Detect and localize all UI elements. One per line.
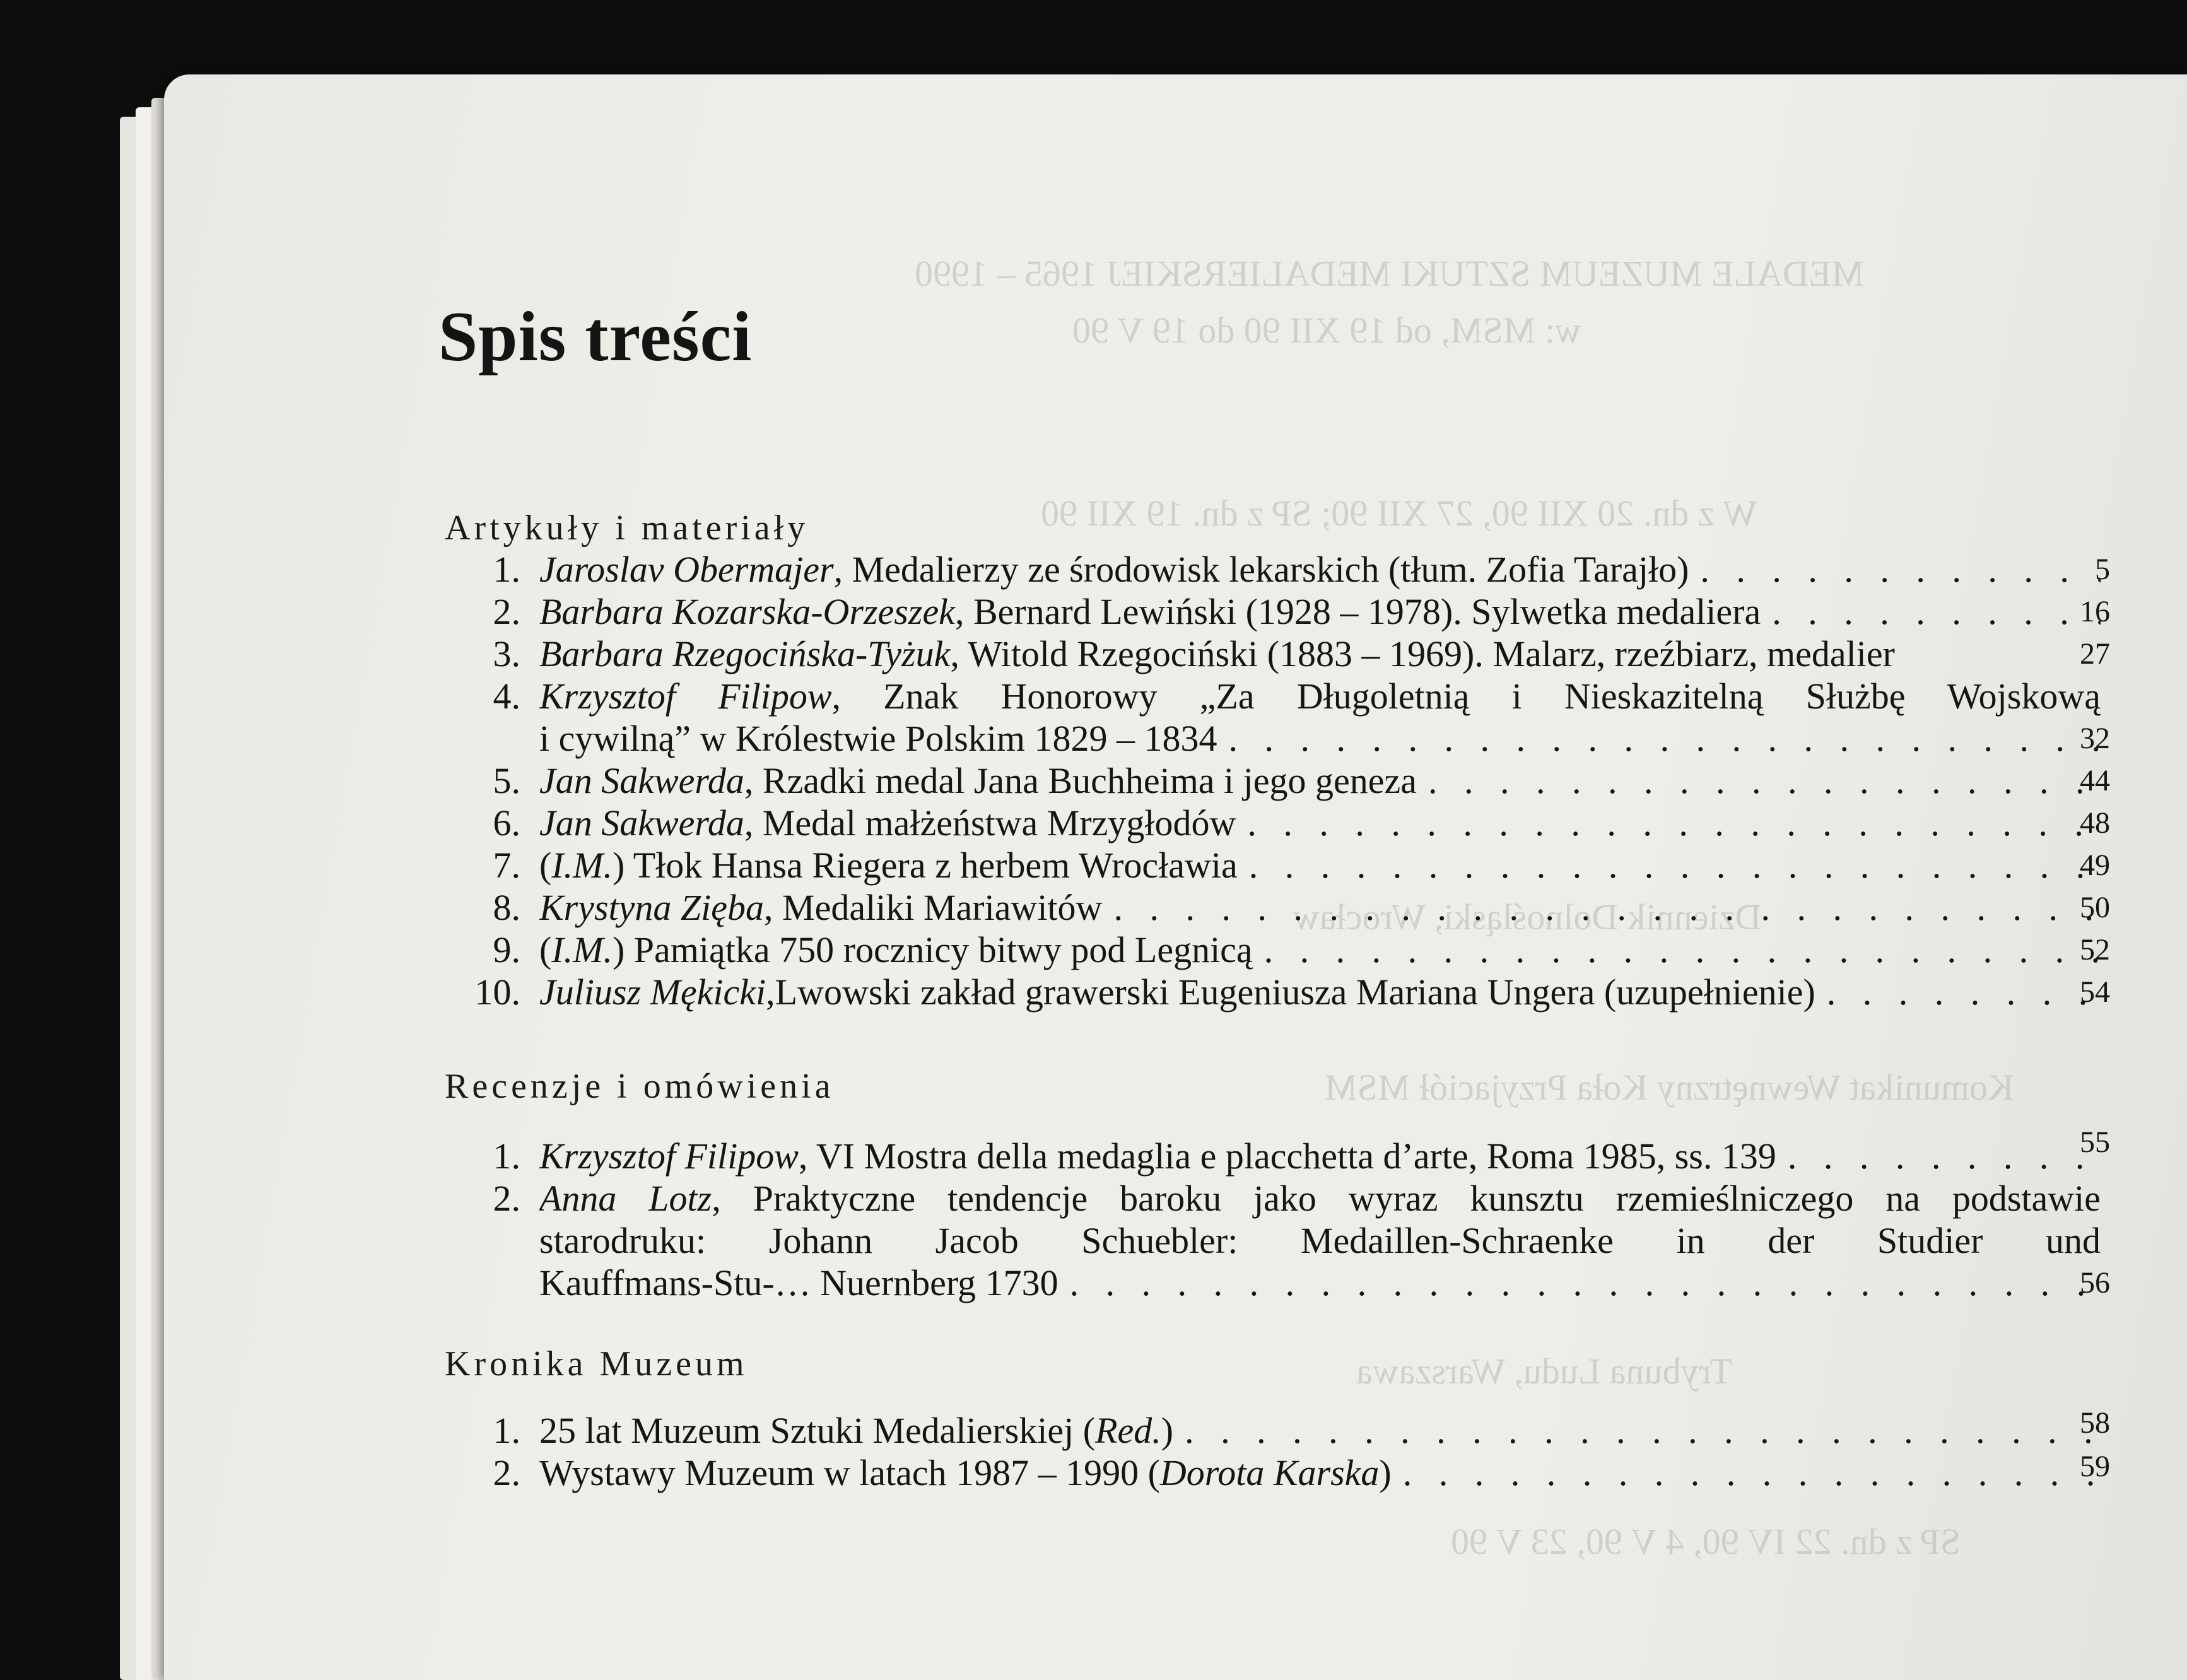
entry-text [539, 633, 2101, 675]
entry-author-prefix: ( [539, 845, 552, 886]
bleed-through-text: W z dn. 20 XII 90, 27 XII 90; SP z dn. 19 XII 90 [1041, 493, 1757, 534]
entry-separator: , [954, 591, 973, 632]
entry-number: 2. [493, 1452, 520, 1493]
entry-author: Jan Sakwerda [539, 760, 744, 801]
entry-number: 3. [493, 633, 520, 674]
bleed-through-text: Dziennik Dolnośląski, Wrocław [1293, 896, 1762, 937]
toc-entry [442, 1406, 2110, 1452]
entry-title: Pamiątka 750 rocznicy bitwy pod Legnicą [633, 929, 1253, 970]
entry-text [539, 1410, 2101, 1452]
entry-text [539, 1220, 2101, 1262]
entry-author: I.M. [551, 929, 613, 970]
entry-number: 1. [493, 549, 520, 590]
entry-separator: , [766, 972, 775, 1013]
entry-page: 49 [2080, 849, 2110, 882]
entry-text [539, 845, 2101, 886]
entry-text [539, 887, 2101, 929]
entry-author: Jaroslav Obermajer [539, 549, 834, 590]
entry-page: 32 [2080, 722, 2110, 755]
toc-entry [442, 845, 2110, 886]
entry-text [539, 549, 2101, 590]
entry-number: 4. [493, 676, 520, 717]
entry-author: Krystyna Zięba [539, 887, 765, 928]
entry-title-suffix: ) [1379, 1452, 1392, 1493]
entry-author: Krzysztof Filipow [539, 676, 832, 717]
entry-title: Tłok Hansa Riegera z herbem Wrocławia [633, 845, 1238, 886]
entry-title: Witold Rzegociński (1883 – 1969). Malarz, rzeźbiarz, medalier [968, 633, 1895, 674]
section-heading-articles: Artykuły i materiały [445, 508, 809, 548]
bleed-through-text: Komunikat Wewnętrzny Koła Przyjaciół MSM [1325, 1067, 2014, 1108]
entry-page: 58 [2080, 1406, 2110, 1440]
toc-entry [442, 802, 2110, 844]
entry-title: Lwowski zakład grawerski Eugeniusza Mariana Ungera (uzupełnienie) [775, 972, 1815, 1013]
entry-title: Rzadki medal Jana Buchheima i jego geneza [762, 760, 1417, 801]
page-title: Spis treści [438, 298, 753, 376]
entry-separator: , [744, 802, 763, 843]
entry-page: 55 [2080, 1125, 2110, 1159]
entry-title: Medaliki Mariawitów [782, 887, 1103, 928]
toc-entry-continuation [442, 718, 2110, 760]
entry-number: 9. [493, 929, 520, 970]
toc-entry [442, 929, 2110, 971]
entry-separator: , [950, 633, 968, 674]
bleed-through-text: MEDALE MUZEUM SZTUKI MEDALIERSKIEJ 1965 – 1990 [915, 253, 1864, 294]
entry-page: 44 [2080, 764, 2110, 797]
entry-page: 16 [2080, 595, 2110, 628]
entry-title: Medalierzy ze środowisk lekarskich (tłum. Zofia Tarajło) [852, 549, 1689, 590]
entry-number: 7. [493, 845, 520, 886]
toc-entry [442, 1125, 2110, 1177]
toc-entry [442, 1452, 2110, 1494]
entry-text [539, 1262, 2101, 1304]
entry-page: 27 [2080, 637, 2110, 671]
entry-text [539, 929, 2101, 971]
bleed-through-text: SP z dn. 22 IV 90, 4 V 90, 23 V 90 [1451, 1521, 1961, 1562]
entry-separator: ) [612, 845, 633, 886]
section-heading-reviews: Recenzje i omówienia [445, 1067, 835, 1106]
entry-page: 52 [2080, 933, 2110, 966]
entry-separator: , [798, 1136, 816, 1177]
entry-number: 10. [474, 972, 520, 1013]
toc-entry [442, 972, 2110, 1013]
entry-author: Juliusz Mękicki [539, 972, 766, 1013]
entry-separator: , [764, 887, 783, 928]
entry-title-continued: Kauffmans-Stu-… Nuernberg 1730 [539, 1262, 1058, 1303]
entry-separator: ) [612, 929, 634, 970]
entry-page: 59 [2080, 1450, 2110, 1483]
section-heading-chronicle: Kronika Muzeum [445, 1344, 748, 1383]
toc-entry [442, 760, 2110, 802]
entry-number: 1. [493, 1410, 520, 1451]
entry-text [539, 1452, 2101, 1494]
entry-page: 56 [2080, 1266, 2110, 1300]
entry-page: 54 [2080, 975, 2110, 1009]
entry-title-suffix: ) [1161, 1410, 1174, 1451]
entry-page: 5 [2095, 553, 2110, 586]
bleed-through-text: Trybuna Ludu, Warszawa [1356, 1351, 1733, 1392]
entry-text [539, 591, 2101, 633]
toc-entry-continuation [442, 1262, 2110, 1304]
entry-author: I.M. [551, 845, 613, 886]
entry-text [539, 718, 2101, 760]
entry-text [539, 1178, 2101, 1219]
entry-title-continued: starodruku: Johann Jacob Schuebler: Medaillen-Schraenke in der Studier und [539, 1220, 2101, 1261]
entry-author: Barbara Rzegocińska-Tyżuk [539, 633, 951, 674]
entry-text [539, 972, 2101, 1013]
entry-title: Bernard Lewiński (1928 – 1978). Sylwetka medaliera [973, 591, 1761, 632]
toc-entry [442, 1178, 2110, 1219]
entry-title: VI Mostra della medaglia e placchetta d’arte, Roma 1985, ss. 139 [816, 1136, 1776, 1177]
entry-title: 25 lat Muzeum Sztuki Medalierskiej ( [539, 1410, 1096, 1451]
entry-page: 50 [2080, 891, 2110, 924]
entry-number: 2. [493, 591, 520, 632]
entry-title-continued: i cywilną” w Królestwie Polskim 1829 – 1834 [539, 718, 1217, 759]
entry-text [539, 802, 2101, 844]
entry-separator: , [831, 676, 884, 717]
entry-title: Znak Honorowy „Za Długoletnią i Nieskazitelną Służbę Wojskową [883, 676, 2101, 717]
toc-entry [442, 549, 2110, 590]
entry-number: 1. [493, 1136, 520, 1177]
entry-text [539, 676, 2101, 717]
entry-separator: , [712, 1178, 753, 1219]
toc-entry [442, 591, 2110, 633]
entry-number: 5. [493, 760, 520, 801]
toc-entry-continuation [442, 1220, 2110, 1262]
toc-entry [442, 633, 2110, 675]
entry-title: Praktyczne tendencje baroku jako wyraz kunsztu rzemieślniczego na podstawie [753, 1178, 2101, 1219]
entry-author: Dorota Karska [1159, 1452, 1380, 1493]
entry-author: Krzysztof Filipow [539, 1136, 799, 1177]
entry-author: Jan Sakwerda [539, 802, 744, 843]
entry-number: 2. [493, 1178, 520, 1219]
entry-separator: , [833, 549, 852, 590]
bleed-through-text: w: MSM, od 19 XII 90 do 19 V 90 [1072, 310, 1581, 351]
entry-author-prefix: ( [539, 929, 552, 970]
entry-author: Barbara Kozarska-Orzeszek [539, 591, 955, 632]
entry-number: 6. [493, 802, 520, 843]
entry-page: 48 [2080, 806, 2110, 840]
toc-entry [442, 887, 2110, 929]
entry-separator: , [744, 760, 763, 801]
entry-author: Red. [1095, 1410, 1161, 1451]
entry-title: Wystawy Muzeum w latach 1987 – 1990 ( [539, 1452, 1160, 1493]
toc-entry [442, 676, 2110, 717]
entry-text [539, 1136, 2101, 1177]
entry-text [539, 760, 2101, 802]
entry-title: Medal małżeństwa Mrzygłodów [762, 802, 1236, 843]
entry-author: Anna Lotz [539, 1178, 712, 1219]
entry-number: 8. [493, 887, 520, 928]
